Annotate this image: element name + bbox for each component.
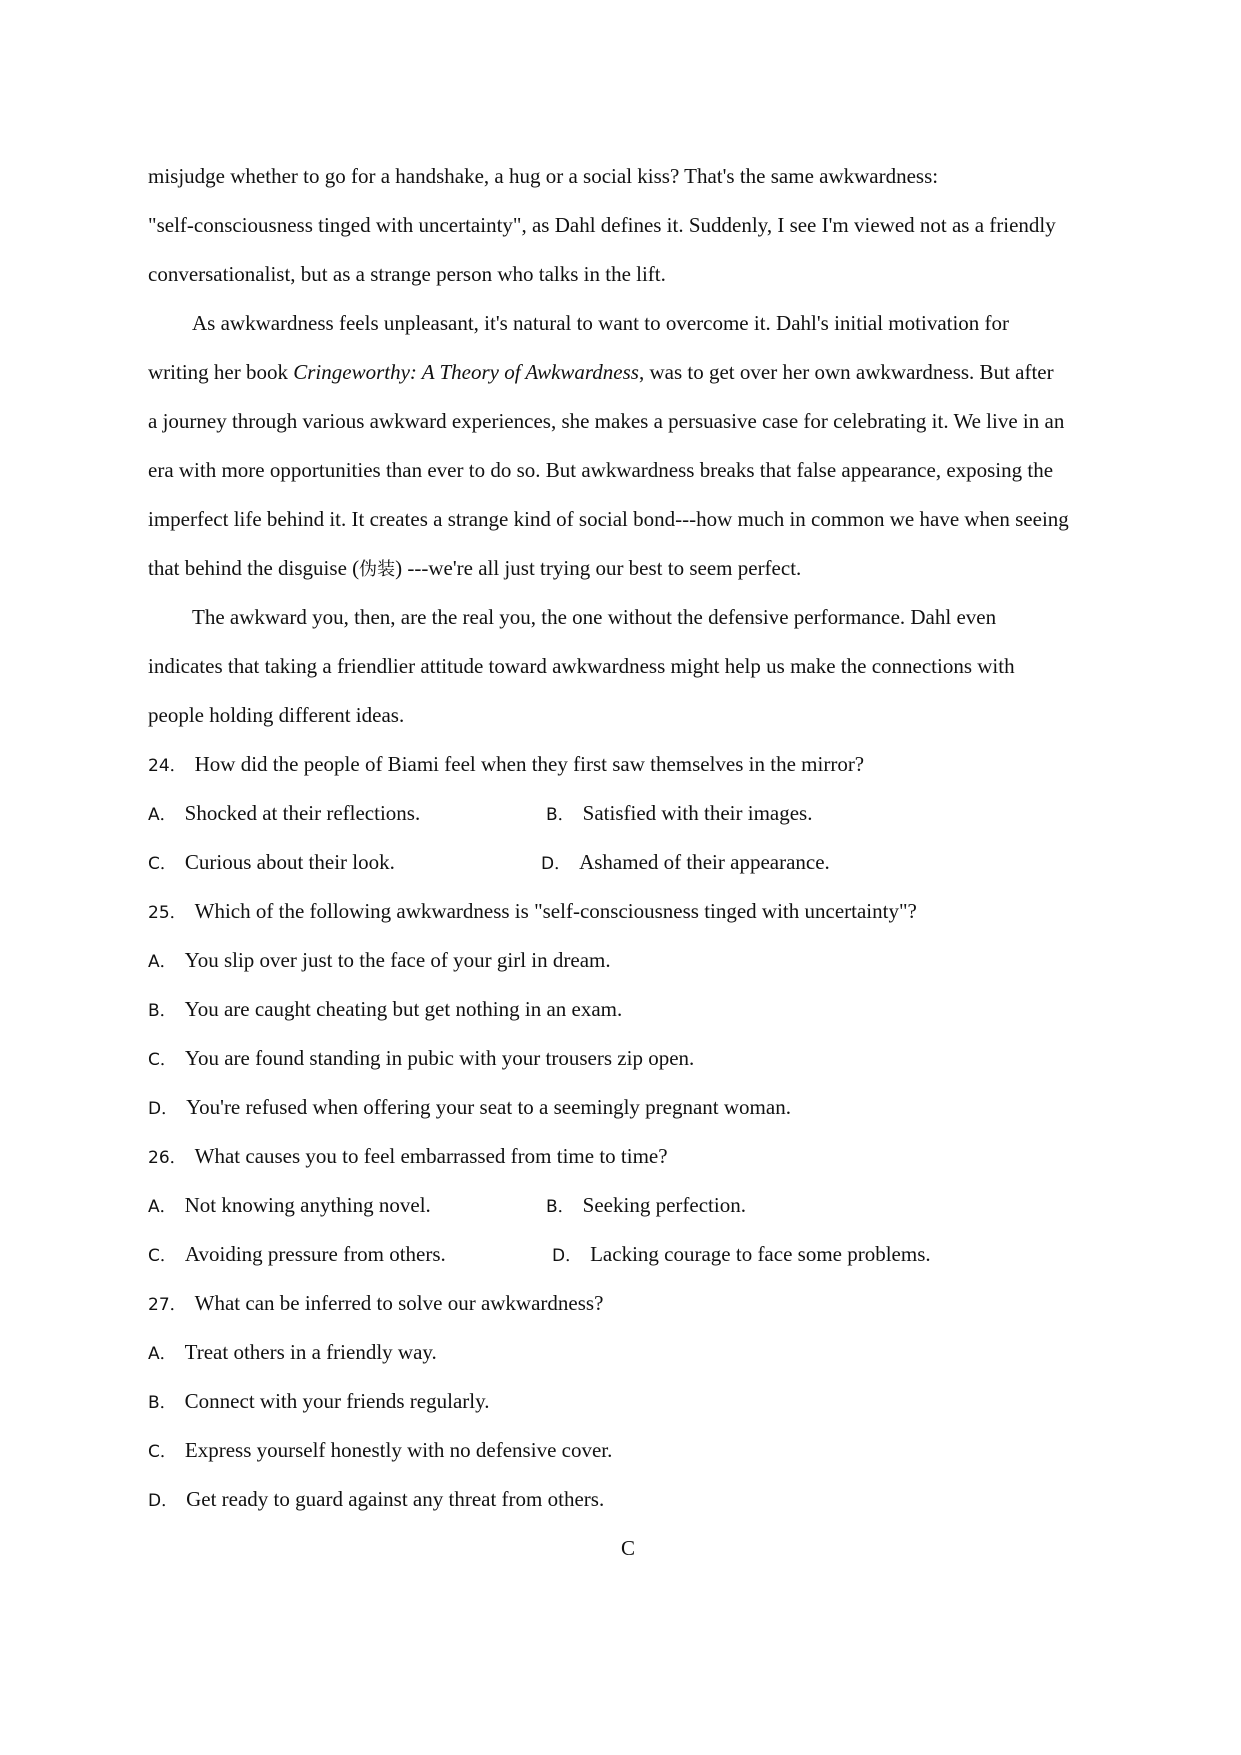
passage-text: , was to get over her own awkwardness. But after xyxy=(638,360,1054,384)
option-label: A． xyxy=(148,805,177,825)
option-label: D． xyxy=(148,1491,179,1511)
question-number: 26． xyxy=(148,1148,187,1168)
question-text: What can be inferred to solve our awkwardness? xyxy=(194,1291,604,1315)
question-24 xyxy=(148,740,1108,789)
option-text: Express yourself honestly with no defensive cover. xyxy=(184,1438,613,1462)
passage-line: misjudge whether to go for a handshake, a hug or a social kiss? That's the same awkwardness: xyxy=(148,164,939,188)
option-label: B． xyxy=(546,1197,575,1217)
option-c xyxy=(148,1242,446,1266)
option-label: D． xyxy=(148,1099,179,1119)
option-a xyxy=(148,936,1108,985)
option-text: You slip over just to the face of your girl in dream. xyxy=(184,948,611,972)
option-text: You are caught cheating but get nothing in an exam. xyxy=(184,997,623,1021)
option-text: Not knowing anything novel. xyxy=(184,1193,431,1217)
question-26 xyxy=(148,1132,1108,1181)
option-d xyxy=(552,1230,931,1281)
question-number: 25． xyxy=(148,903,187,923)
question-25 xyxy=(148,887,1108,936)
passage-line: conversationalist, but as a strange person who talks in the lift. xyxy=(148,262,666,286)
passage-line: a journey through various awkward experiences, she makes a persuasive case for celebrating it. We live in an xyxy=(148,409,1065,433)
option-label: D． xyxy=(552,1246,583,1266)
option-b xyxy=(546,789,812,840)
option-c xyxy=(148,1034,1108,1083)
option-label: C． xyxy=(148,854,177,874)
option-text: You're refused when offering your seat to a seemingly pregnant woman. xyxy=(186,1095,791,1119)
option-b xyxy=(546,1181,746,1232)
question-text: How did the people of Biami feel when they first saw themselves in the mirror? xyxy=(194,752,865,776)
option-text: Connect with your friends regularly. xyxy=(184,1389,490,1413)
chinese-gloss: 伪装 xyxy=(359,559,396,580)
question-27 xyxy=(148,1279,1108,1328)
option-text: Avoiding pressure from others. xyxy=(184,1242,446,1266)
passage-line: indicates that taking a friendlier attitude toward awkwardness might help us make the connections with xyxy=(148,654,1015,678)
passage-line xyxy=(148,348,1108,397)
question-text: What causes you to feel embarrassed from time to time? xyxy=(194,1144,668,1168)
section-label: C xyxy=(620,1536,635,1560)
option-row xyxy=(148,838,1108,887)
option-text: Shocked at their reflections. xyxy=(184,801,421,825)
option-text: Curious about their look. xyxy=(184,850,395,874)
option-text: Ashamed of their appearance. xyxy=(579,850,830,874)
book-title: Cringeworthy: A Theory of Awkwardness xyxy=(293,360,639,384)
option-b xyxy=(148,985,1108,1034)
passage-text: writing her book xyxy=(148,360,294,384)
option-label: A． xyxy=(148,1197,177,1217)
document-page xyxy=(148,152,1108,1573)
passage-line xyxy=(148,544,1108,593)
option-text: Satisfied with their images. xyxy=(582,801,813,825)
option-c xyxy=(148,850,395,874)
passage-line: era with more opportunities than ever to do so. But awkwardness breaks that false appearance, exposing the xyxy=(148,458,1054,482)
option-a xyxy=(148,1193,431,1217)
question-text: Which of the following awkwardness is "self-consciousness tinged with uncertainty"? xyxy=(194,899,917,923)
passage-line: people holding different ideas. xyxy=(148,703,405,727)
option-a xyxy=(148,801,420,825)
option-label: B． xyxy=(148,1393,177,1413)
option-label: C． xyxy=(148,1246,177,1266)
option-label: D． xyxy=(541,854,572,874)
option-d xyxy=(541,838,830,889)
passage-line: As awkwardness feels unpleasant, it's natural to want to overcome it. Dahl's initial motivation for xyxy=(192,311,1010,335)
option-text: You are found standing in pubic with your trousers zip open. xyxy=(184,1046,695,1070)
option-text: Treat others in a friendly way. xyxy=(184,1340,437,1364)
option-row xyxy=(148,1181,1108,1230)
passage-text: that behind the disguise ( xyxy=(148,556,360,580)
option-label: B． xyxy=(546,805,575,825)
option-c xyxy=(148,1426,1108,1475)
option-text: Get ready to guard against any threat from others. xyxy=(186,1487,605,1511)
option-label: A． xyxy=(148,1344,177,1364)
question-number: 27． xyxy=(148,1295,187,1315)
option-d xyxy=(148,1083,1108,1132)
passage-text: ) ---we're all just trying our best to seem perfect. xyxy=(395,556,802,580)
option-text: Lacking courage to face some problems. xyxy=(590,1242,931,1266)
option-row xyxy=(148,789,1108,838)
passage-line: "self-consciousness tinged with uncertainty", as Dahl defines it. Suddenly, I see I'm viewed not as a friendly xyxy=(148,213,1056,237)
option-text: Seeking perfection. xyxy=(582,1193,746,1217)
option-row xyxy=(148,1230,1108,1279)
option-b xyxy=(148,1377,1108,1426)
option-label: A． xyxy=(148,952,177,972)
passage-line: The awkward you, then, are the real you, the one without the defensive performance. Dahl even xyxy=(192,605,997,629)
option-a xyxy=(148,1328,1108,1377)
option-label: C． xyxy=(148,1050,177,1070)
option-d xyxy=(148,1475,1108,1524)
question-number: 24． xyxy=(148,756,187,776)
passage-line: imperfect life behind it. It creates a strange kind of social bond---how much in common we have when seeing xyxy=(148,507,1069,531)
option-label: B． xyxy=(148,1001,177,1021)
option-label: C． xyxy=(148,1442,177,1462)
